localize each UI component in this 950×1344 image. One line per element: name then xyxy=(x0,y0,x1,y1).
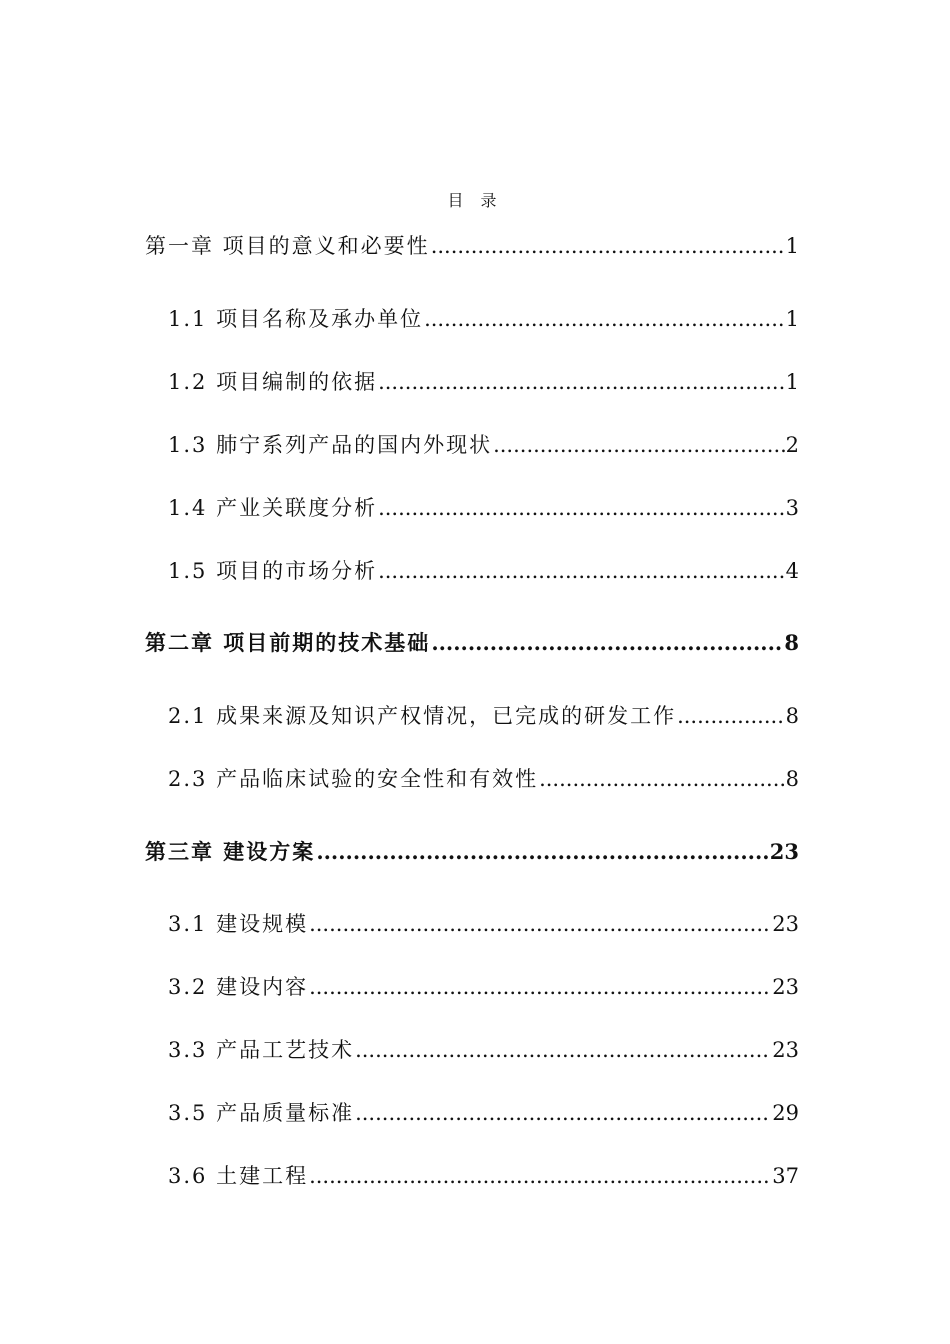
toc-entry-page: 23 xyxy=(772,912,799,936)
toc-leader-dots xyxy=(309,1162,771,1190)
toc-entry-text: 1.1 项目名称及承办单位 xyxy=(168,307,424,331)
toc-entry-text: 1.4 产业关联度分析 xyxy=(168,496,378,520)
toc-entry[interactable] xyxy=(168,973,799,1001)
toc-entry-page: 1 xyxy=(785,370,799,394)
toc-leader-dots xyxy=(539,765,785,793)
toc-entry[interactable] xyxy=(168,494,799,522)
toc-entry[interactable] xyxy=(168,1036,799,1064)
toc-entry[interactable] xyxy=(168,910,799,938)
toc-entry-page: 3 xyxy=(785,496,799,520)
toc-leader-dots xyxy=(309,973,771,1001)
toc-entry-text: 1.3 肺宁系列产品的国内外现状 xyxy=(168,433,493,457)
toc-entry-page: 23 xyxy=(769,839,799,864)
toc-leader-dots xyxy=(378,494,785,522)
toc-entry-text: 第二章 项目前期的技术基础 xyxy=(145,630,431,655)
toc-leader-dots xyxy=(355,1099,771,1127)
toc-entry-text: 2.3 产品临床试验的安全性和有效性 xyxy=(168,767,539,791)
toc-entry[interactable] xyxy=(168,702,799,730)
toc-entry-text: 3.5 产品质量标准 xyxy=(168,1101,355,1125)
toc-entry-page: 1 xyxy=(785,307,799,331)
toc-entry-text: 1.5 项目的市场分析 xyxy=(168,559,378,583)
toc-entry-page: 37 xyxy=(772,1164,799,1188)
toc-entry-page: 2 xyxy=(785,433,799,457)
toc-leader-dots xyxy=(378,557,785,585)
toc-entry-text: 第三章 建设方案 xyxy=(145,839,316,864)
toc-entry-text: 3.1 建设规模 xyxy=(168,912,309,936)
toc-title: 目 录 xyxy=(447,191,503,210)
toc-entry-text: 3.2 建设内容 xyxy=(168,975,309,999)
toc-entry-page: 23 xyxy=(772,975,799,999)
toc-entry[interactable] xyxy=(168,1099,799,1127)
toc-leader-dots xyxy=(355,1036,771,1064)
toc-entry[interactable] xyxy=(168,368,799,396)
toc-entry-page: 23 xyxy=(772,1038,799,1062)
toc-leader-dots xyxy=(431,232,785,260)
toc-entry-text: 1.2 项目编制的依据 xyxy=(168,370,378,394)
toc-entry-text: 3.3 产品工艺技术 xyxy=(168,1038,355,1062)
toc-entry-text: 3.6 土建工程 xyxy=(168,1164,309,1188)
toc-entry[interactable] xyxy=(145,838,799,866)
toc-entry[interactable] xyxy=(168,765,799,793)
toc-entry[interactable] xyxy=(168,1162,799,1190)
toc-entry-page: 29 xyxy=(772,1101,799,1125)
toc-leader-dots xyxy=(677,702,785,730)
toc-entry-text: 2.1 成果来源及知识产权情况，已完成的研发工作 xyxy=(168,704,677,728)
toc-entry-page: 8 xyxy=(785,767,799,791)
toc-entry-page: 4 xyxy=(785,559,799,583)
toc-entry[interactable] xyxy=(145,629,799,657)
toc-entry-page: 1 xyxy=(785,234,799,258)
toc-leader-dots xyxy=(316,838,768,866)
toc-leader-dots xyxy=(424,305,785,333)
toc-leader-dots xyxy=(378,368,785,396)
toc-entry-page: 8 xyxy=(784,630,799,655)
toc-entry[interactable] xyxy=(145,232,799,260)
toc-leader-dots xyxy=(493,431,785,459)
toc-entry-page: 8 xyxy=(785,704,799,728)
toc-entry-text: 第一章 项目的意义和必要性 xyxy=(145,234,430,258)
toc-entry[interactable] xyxy=(168,305,799,333)
toc-entry[interactable] xyxy=(168,557,799,585)
toc-leader-dots xyxy=(309,910,771,938)
toc-leader-dots xyxy=(431,629,783,657)
toc-entry[interactable] xyxy=(168,431,799,459)
